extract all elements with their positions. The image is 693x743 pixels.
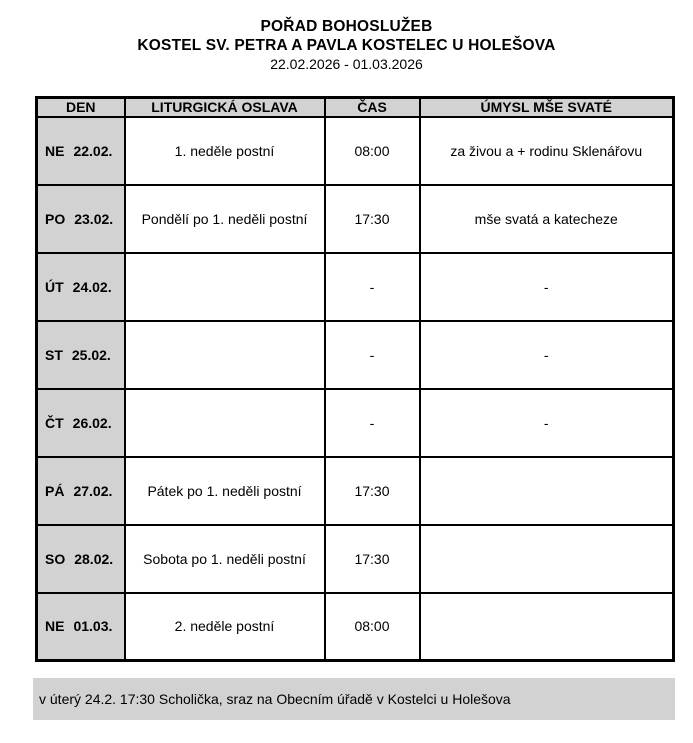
liturgy-cell: Pátek po 1. neděli postní (125, 457, 325, 525)
table-row (37, 593, 674, 661)
table-row (37, 117, 674, 185)
day-cell (37, 389, 125, 457)
time-cell: - (325, 389, 420, 457)
time-cell: 08:00 (325, 593, 420, 661)
time-cell: - (325, 321, 420, 389)
liturgy-cell: Sobota po 1. neděli postní (125, 525, 325, 593)
table-row (37, 457, 674, 525)
day-abbrev: NE (45, 618, 65, 635)
liturgy-cell: 2. neděle postní (125, 593, 325, 661)
table-row (37, 185, 674, 253)
day-cell (37, 457, 125, 525)
page-subtitle: KOSTEL SV. PETRA A PAVLA KOSTELEC U HOLEŠOVA (137, 37, 556, 54)
day-abbrev: NE (45, 142, 65, 159)
day-date: 25.02. (71, 346, 111, 363)
table-row (37, 389, 674, 457)
intention-cell: - (420, 253, 674, 321)
col-header-den: DEN (37, 98, 125, 117)
table-row (37, 321, 674, 389)
intention-cell (420, 593, 674, 661)
day-abbrev: ST (45, 346, 63, 363)
intention-cell (420, 457, 674, 525)
day-cell (37, 185, 125, 253)
day-date: 23.02. (74, 210, 114, 227)
col-header-time: ČAS (325, 98, 420, 117)
footer-note: v úterý 24.2. 17:30 Scholička, sraz na Obecním úřadě v Kostelci u Holešova (33, 678, 675, 720)
day-abbrev: ÚT (45, 278, 64, 295)
date-range: 22.02.2026 - 01.03.2026 (270, 56, 423, 72)
col-header-intention: ÚMYSL MŠE SVATÉ (420, 98, 674, 117)
day-abbrev: ČT (45, 414, 64, 431)
day-cell (37, 525, 125, 593)
day-cell (37, 253, 125, 321)
time-cell: 17:30 (325, 185, 420, 253)
liturgy-cell: Pondělí po 1. neděli postní (125, 185, 325, 253)
table-row (37, 525, 674, 593)
time-cell: 17:30 (325, 457, 420, 525)
schedule-table (35, 96, 675, 662)
table-header-row (37, 98, 674, 117)
day-abbrev: PÁ (45, 482, 65, 499)
page-title: POŘAD BOHOSLUŽEB (260, 18, 433, 35)
liturgy-cell (125, 253, 325, 321)
day-date: 26.02. (72, 414, 112, 431)
day-date: 28.02. (74, 550, 114, 567)
time-cell: 17:30 (325, 525, 420, 593)
day-abbrev: PO (45, 210, 66, 227)
liturgy-cell (125, 321, 325, 389)
table-row (37, 253, 674, 321)
col-header-liturgy: LITURGICKÁ OSLAVA (125, 98, 325, 117)
day-date: 27.02. (73, 482, 113, 499)
intention-cell: mše svatá a katecheze (420, 185, 674, 253)
time-cell: - (325, 253, 420, 321)
intention-cell (420, 525, 674, 593)
intention-cell: - (420, 389, 674, 457)
liturgy-cell: 1. neděle postní (125, 117, 325, 185)
day-cell (37, 593, 125, 661)
liturgy-cell (125, 389, 325, 457)
intention-cell: - (420, 321, 674, 389)
intention-cell: za živou a + rodinu Sklenářovu (420, 117, 674, 185)
day-date: 01.03. (73, 618, 113, 635)
time-cell: 08:00 (325, 117, 420, 185)
day-abbrev: SO (45, 550, 66, 567)
title-block (0, 0, 693, 74)
day-date: 24.02. (72, 278, 112, 295)
day-cell (37, 117, 125, 185)
day-date: 22.02. (73, 142, 113, 159)
day-cell (37, 321, 125, 389)
